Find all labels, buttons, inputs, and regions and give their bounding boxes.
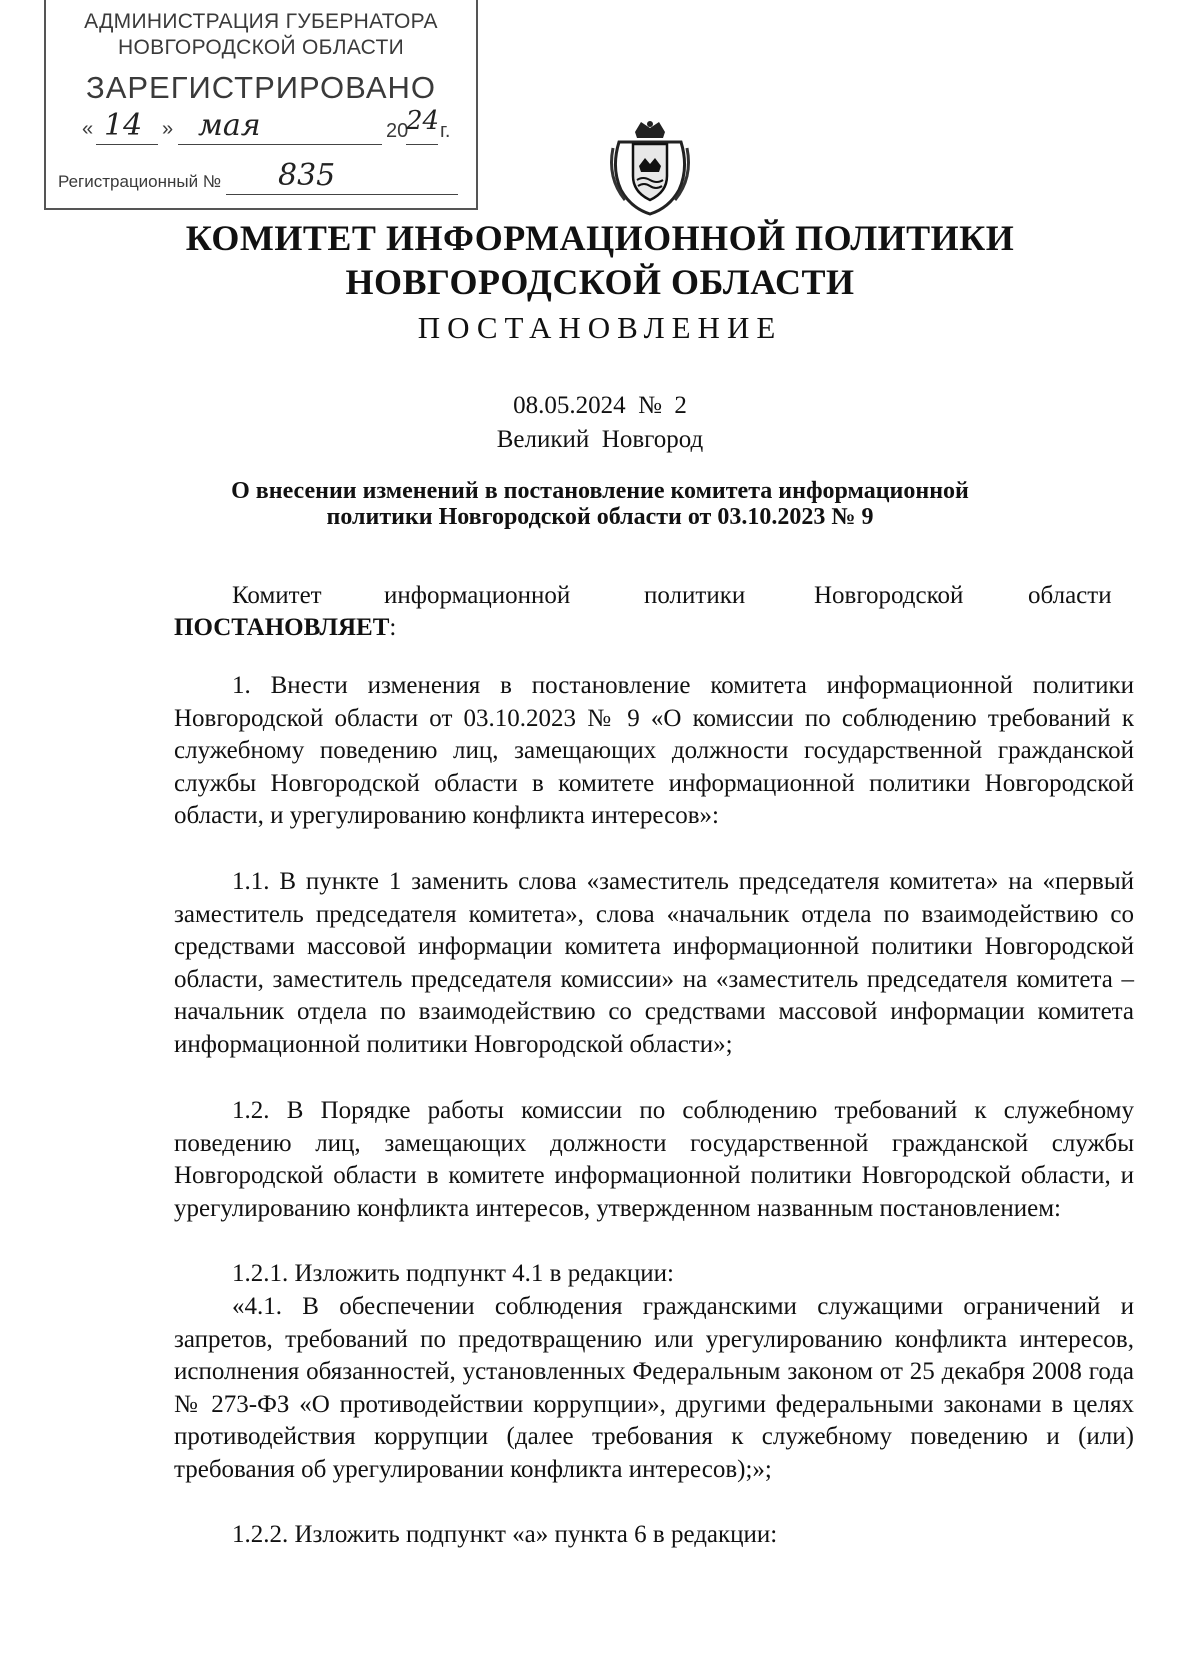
- city-text: Великий Новгород: [496, 426, 704, 453]
- subject-line2: политики Новгородской области от 03.10.2023 № 9: [326, 504, 874, 530]
- stamp-month: мая: [198, 108, 261, 143]
- org-title-line2: НОВГОРОДСКОЙ ОБЛАСТИ: [345, 262, 855, 302]
- paragraph-1-1: 1.1. В пункте 1 заменить слова «заместитель председателя комитета» на «первый заместитель председателя комитета», слова «начальник отдела по взаимодействию со средствами массовой информации комитета информационной политики Новгородской области, заместитель председателя комиссии» на «заместитель председателя комитета – начальник отдела по взаимодействию со средствами массовой информации комитета информационной политики Новгородской области»;: [174, 868, 1134, 1058]
- intro-word-2: информационной: [384, 582, 571, 609]
- org-title-line1: КОМИТЕТ ИНФОРМАЦИОННОЙ ПОЛИТИКИ: [185, 218, 1015, 258]
- stamp-year-unit: г.: [440, 120, 451, 142]
- registration-stamp: [44, 0, 478, 210]
- resolves-suffix: :: [389, 614, 397, 641]
- intro-word-3: политики: [644, 582, 746, 609]
- paragraph-1-2-2: 1.2.2. Изложить подпункт «а» пункта 6 в редакции:: [232, 1521, 778, 1548]
- intro-word-1: Комитет: [232, 582, 322, 609]
- subject-line1: О внесении изменений в постановление комитета информационной: [231, 478, 969, 504]
- stamp-year-prefix: 20: [386, 120, 409, 142]
- stamp-year-suffix: 24: [406, 106, 440, 136]
- paragraph-4-1: «4.1. В обеспечении соблюдения гражданскими служащими ограничений и запретов, требований по предотвращению или урегулированию конфликта интересов, исполнения обязанностей, установленных Федеральным законом от 25 декабря 2008 года № 273-ФЗ «О противодействии коррупции», другими федеральными законами в целях противодействия коррупции (далее требования к служебному поведению и (или) требования об урегулировании конфликта интересов);»;: [174, 1293, 1134, 1483]
- stamp-reg-number: 835: [278, 158, 336, 193]
- stamp-reg-label: Регистрационный №: [58, 172, 222, 191]
- coat-of-arms-icon: [605, 118, 695, 218]
- paragraph-1-2-1: 1.2.1. Изложить подпункт 4.1 в редакции:: [232, 1260, 675, 1287]
- intro-word-5: области: [1028, 582, 1112, 609]
- document-date-number: [0, 392, 1200, 420]
- stamp-date-line: « 14 » мая 20 24 г.: [82, 106, 451, 143]
- stamp-number-line: [58, 158, 458, 202]
- intro-line: [174, 582, 1134, 614]
- date-number-text: 08.05.2024 № 2: [513, 392, 687, 419]
- document-type: ПОСТАНОВЛЕНИЕ: [417, 310, 783, 345]
- stamp-day: 14: [104, 108, 143, 143]
- stamp-registered: ЗАРЕГИСТРИРОВАНО: [85, 70, 436, 105]
- stamp-org-line2: НОВГОРОДСКОЙ ОБЛАСТИ: [118, 36, 404, 59]
- resolves-text: ПОСТАНОВЛЯЕТ: [174, 614, 390, 641]
- paragraph-1: 1. Внести изменения в постановление комитета информационной политики Новгородской области от 03.10.2023 № 9 «О комиссии по соблюдению требований к служебному поведению лиц, замещающих должности государственной гражданской службы Новгородской области в комитете информационной политики Новгородской области, и урегулированию конфликта интересов»:: [174, 672, 1134, 830]
- resolves-word: [174, 614, 396, 642]
- paragraph-1-2: 1.2. В Порядке работы комиссии по соблюдению требований к служебному поведению лиц, замещающих должности государственной гражданской службы Новгородской области в комитете информационной политики Новгородской области, и урегулированию конфликта интересов, утвержденном названным постановлением:: [174, 1097, 1134, 1222]
- intro-word-4: Новгородской: [814, 582, 964, 609]
- document-city: [0, 426, 1200, 454]
- stamp-org-line1: АДМИНИСТРАЦИЯ ГУБЕРНАТОРА: [84, 10, 438, 33]
